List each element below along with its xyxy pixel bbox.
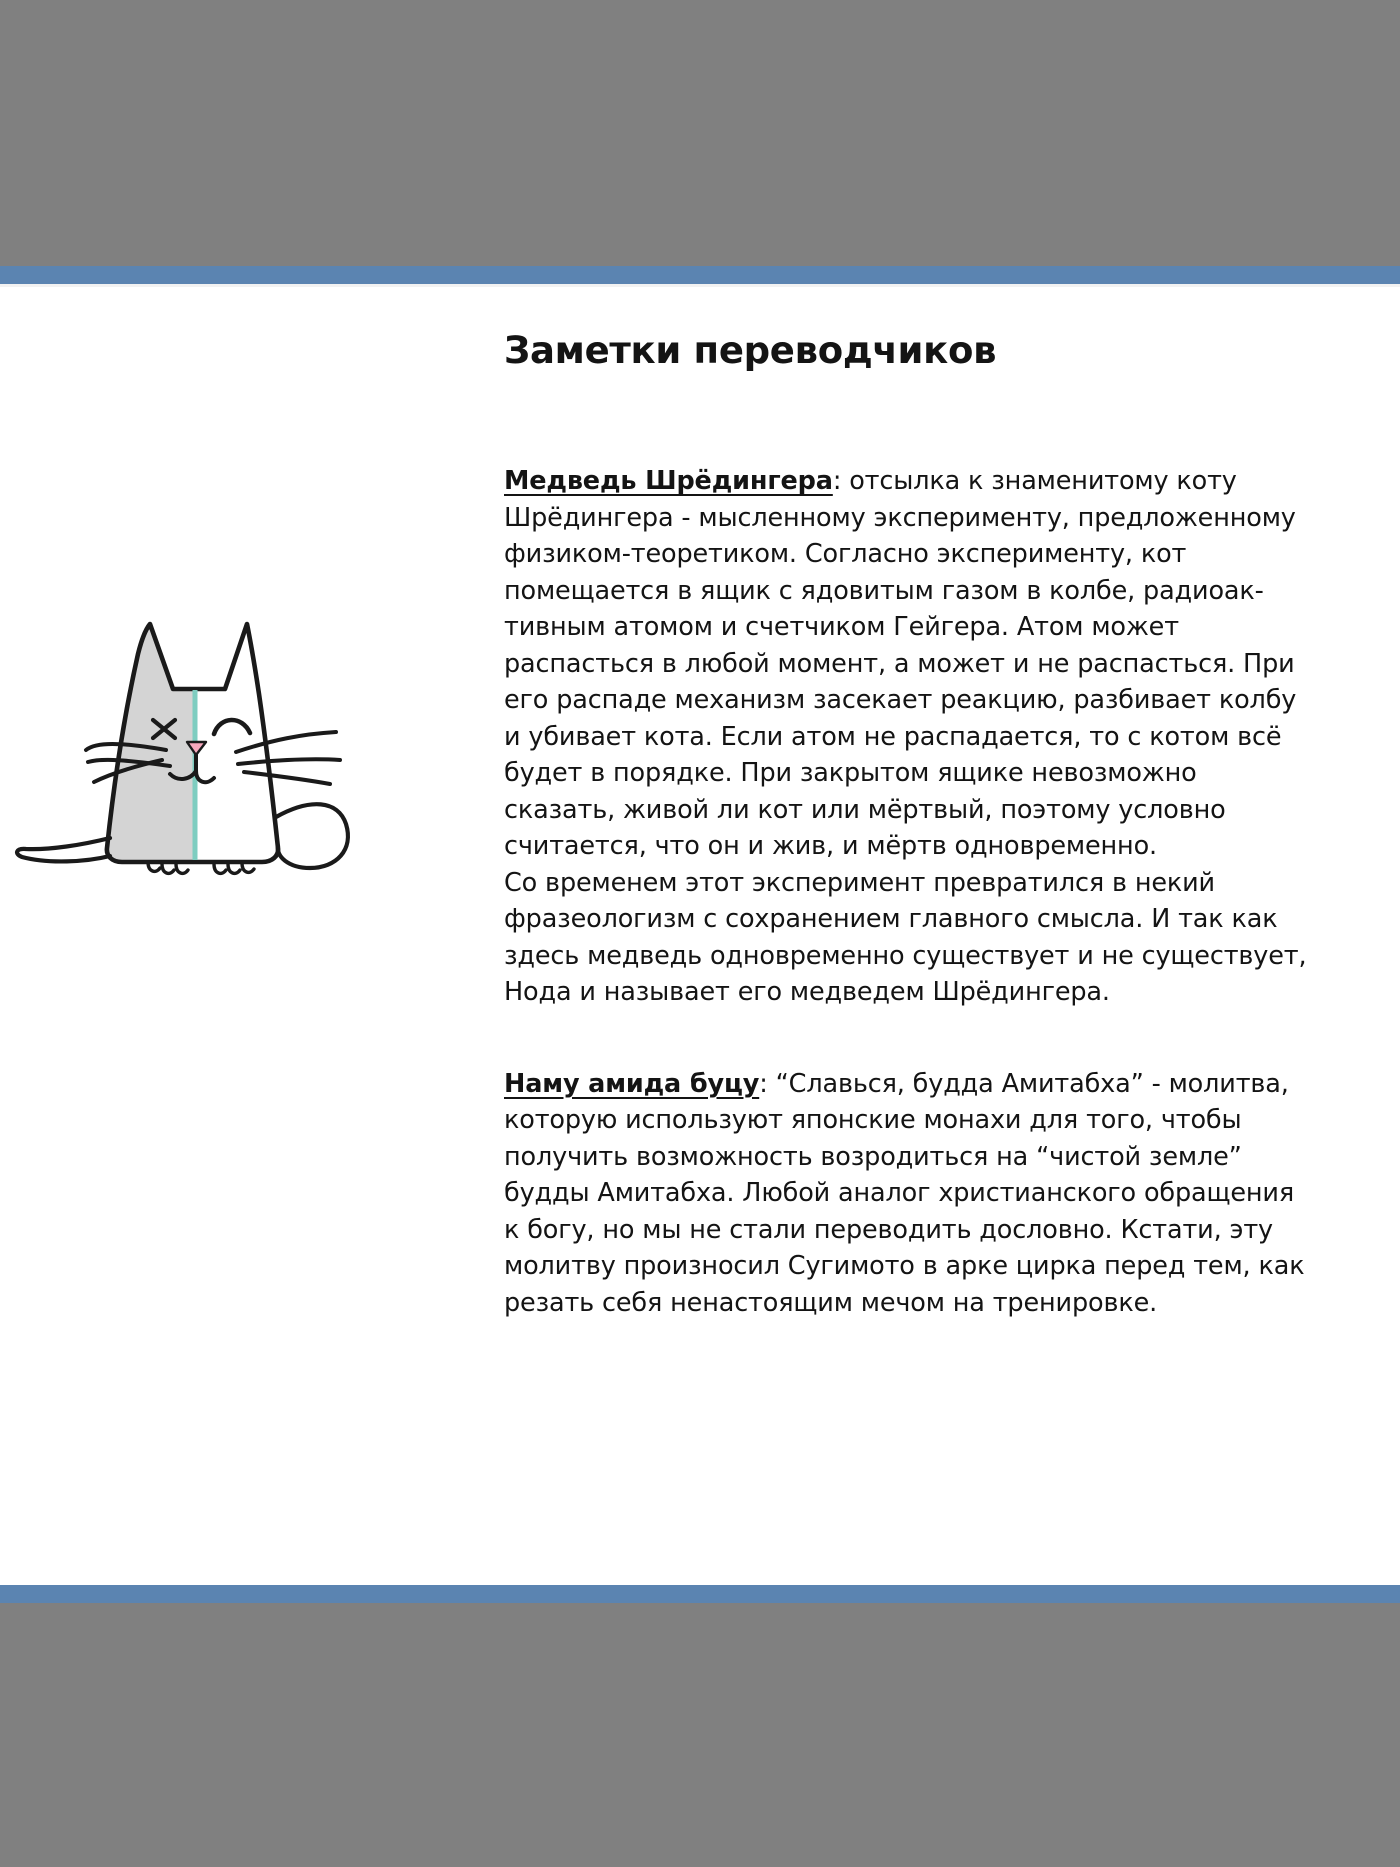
note-body-text: отсылка к знаменитому коту Шрёдингера - мысленному эксперименту, предложенному физиком-теоретиком. Согласно эксперименту, кот помещается в ящик с ядовитым газом в колбе, радиоак-тивным атомом и счетчиком Гейгера. Атом может распасться в любой момент, а может и не распасться. При его распаде механизм засекает реакцию, разбивает колбу и убивает кота. Если атом не распадается, то с котом всё будет в порядке. При закрытом ящике невозможно сказать, живой ли кот или мёртвый, поэтому условно считается, что он и жив, и мёртв одновременно. <box>504 466 1297 862</box>
note-term-separator: : <box>759 1068 776 1099</box>
accent-band-bottom <box>0 1585 1400 1603</box>
note-entry-schrodinger-bear <box>504 463 1314 1011</box>
accent-band-top <box>0 266 1400 284</box>
cat-tail <box>276 804 348 868</box>
note-body-text: “Славься, будда Амитабха” - молитва, которую используют японские монахи для того, чтобы получить возможность возродиться на “чистой земле” будды Амитабха. Любой аналог христианского обращения к богу, но мы не стали переводить дословно. Кстати, эту молитву произносил Сугимото в арке цирка перед тем, как резать себя ненастоящим мечом на тренировке. <box>504 1068 1305 1318</box>
note-term-separator: : <box>832 466 850 497</box>
note-term: Медведь Шрёдингера <box>504 466 833 497</box>
page-title: Заметки переводчиков <box>504 329 997 372</box>
note-term: Наму амида буцу <box>504 1068 760 1099</box>
note-paragraph <box>504 1066 1314 1322</box>
notes-content <box>504 329 1334 1321</box>
schrodinger-cat-illustration <box>10 602 390 912</box>
note-entry-namu-amida-butsu <box>504 1066 1314 1322</box>
page-sheet <box>0 284 1400 1585</box>
cat-left-arm <box>17 838 110 861</box>
note-paragraph <box>504 463 1314 865</box>
note-paragraph: Со временем этот эксперимент превратился в некий фразеологизм с сохранением главного смысла. И так как здесь медведь одновременно существует и не существует, Нода и называет его медведем Шрёдингера. <box>504 867 1307 1008</box>
